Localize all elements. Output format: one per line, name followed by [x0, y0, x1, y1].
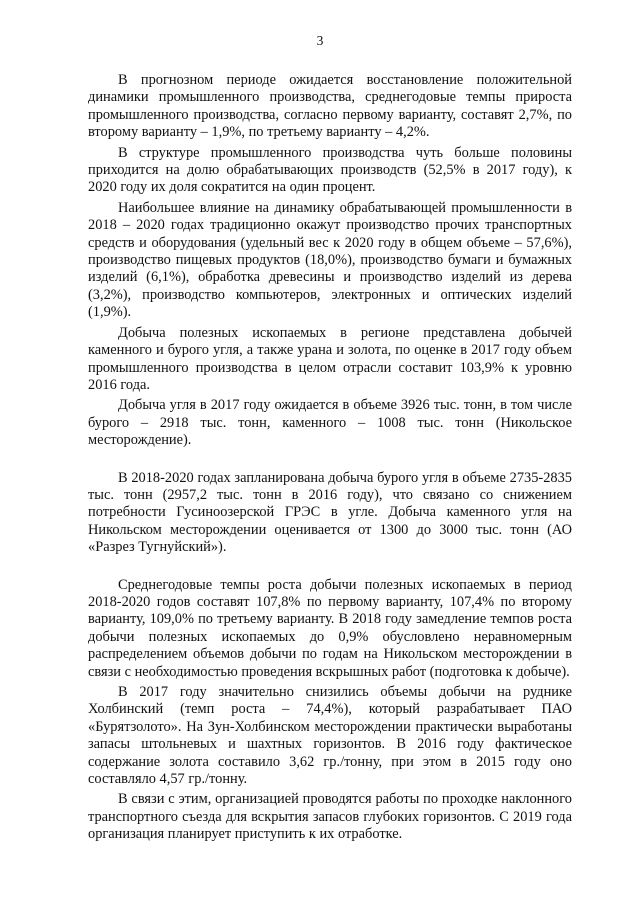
paragraph-2: В структуре промышленного производства чуть больше половины приходится на долю обрабатывающих производств (52,5% в 2017 году), к 2020 году их доля сократится на один процент. [88, 144, 572, 196]
paragraph-9: В связи с этим, организацией проводятся работы по проходке наклонного транспортного съезда для вскрытия запасов глубоких горизонтов. С 2019 года организация планирует приступить к их отработке. [88, 791, 572, 843]
paragraph-7: Среднегодовые темпы роста добычи полезных ископаемых в период 2018-2020 годов составят 107,8% по первому варианту, 107,4% по второму варианту, 109,0% по третьему варианту. В 2018 году замедление темпов роста добычи полезных ископаемых до 0,9% обусловлено неравномерным распределением объемов добычи по годам на Никольском месторождении в связи с необходимостью проведения вскрышных работ (подготовка к добыче). [88, 576, 572, 680]
paragraph-5: Добыча угля в 2017 году ожидается в объеме 3926 тыс. тонн, в том числе бурого – 2918 тыс. тонн, каменного – 1008 тыс. тонн (Никольское месторождение). [88, 397, 572, 449]
paragraph-6: В 2018-2020 годах запланирована добыча бурого угля в объеме 2735-2835 тыс. тонн (2957,2 тыс. тонн в 2016 году), что связано со снижением потребности Гусиноозерской ГРЭС в угле. Добыча каменного угля на Никольском месторождении оценивается от 1300 до 3000 тыс. тонн (АО «Разрез Тугнуйский»). [88, 469, 572, 556]
paragraph-3: Наибольшее влияние на динамику обрабатывающей промышленности в 2018 – 2020 годах традиционно окажут производство прочих транспортных средств и оборудования (удельный вес к 2020 году в общем объеме – 57,6%), производство пищевых продуктов (18,0%), производство бумаги и бумажных изделий (6,1%), обработка древесины и производство изделий из дерева (3,2%), производство компьютеров, электронных и оптических изделий (1,9%). [88, 199, 572, 321]
paragraph-8: В 2017 году значительно снизились объемы добычи на руднике Холбинский (темп роста – 74,4%), который разрабатывает ПАО «Бурятзолото». На Зун-Холбинском месторождении практически выработаны запасы штольневых и шахтных горизонтов. В 2016 году фактическое содержание золота составило 3,62 гр./тонну, при этом в 2015 году оно составляло 4,57 гр./тонну. [88, 684, 572, 788]
paragraph-1: В прогнозном периоде ожидается восстановление положительной динамики промышленного производства, среднегодовые темпы прироста промышленного производства, согласно первому варианту, составят 2,7%, по второму варианту – 1,9%, по третьему варианту – 4,2%. [88, 72, 572, 141]
paragraph-4: Добыча полезных ископаемых в регионе представлена добычей каменного и бурого угля, а также урана и золота, по оценке в 2017 году объем промышленного производства в целом отрасли составит 103,9% к уровню 2016 года. [88, 324, 572, 393]
body-text [88, 72, 572, 844]
page-number: 3 [316, 33, 324, 48]
